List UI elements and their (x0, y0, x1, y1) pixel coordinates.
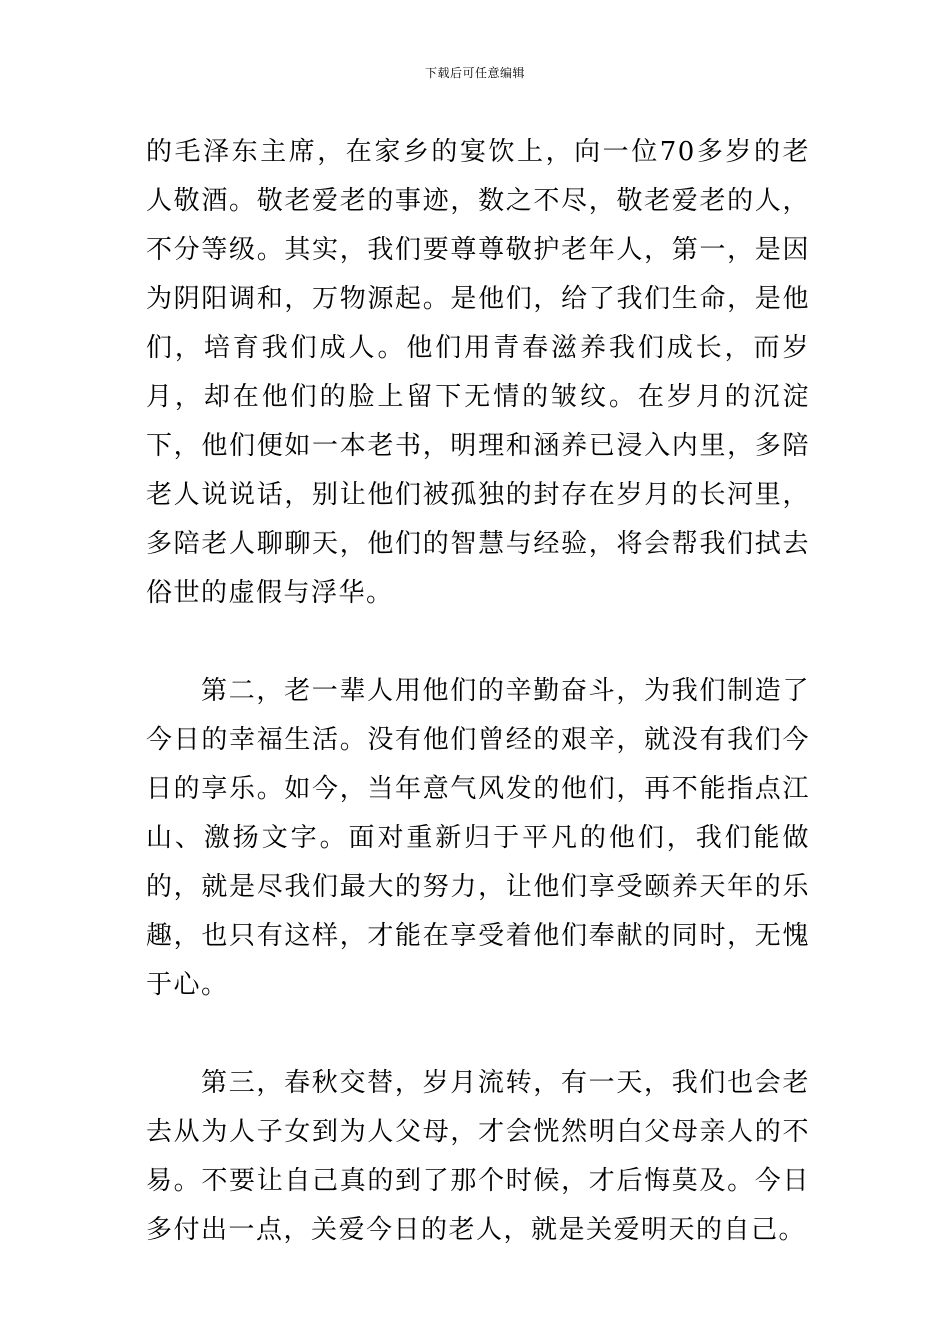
page-header: 下载后可任意编辑 (424, 66, 525, 80)
paragraph-2: 第二，老一辈人用他们的辛勤奋斗，为我们制造了今日的幸福生活。没有他们曾经的艰辛，就没有我们今日的享乐。如今，当年意气风发的他们，再不能指点江山、激扬文字。面对重新归于平凡的他们，我们能做的，就是尽我们最大的努力，让他们享受颐养天年的乐趣，也只有这样，才能在享受着他们奉献的同时，无愧于心。 (146, 676, 810, 1000)
paragraph-gap (146, 618, 810, 667)
paragraph-3: 第三，春秋交替，岁月流转，有一天，我们也会老去从为人子女到为人父母，才会恍然明白父母亲人的不易。不要让自己真的到了那个时候，才后悔莫及。今日多付出一点，关爱今日的老人，就是关爱明天的自己。 (146, 1068, 810, 1245)
document-body (146, 128, 810, 1255)
paragraph-gap (146, 1010, 810, 1059)
paragraph-1: 的毛泽东主席，在家乡的宴饮上，向一位70多岁的老人敬酒。敬老爱老的事迹，数之不尽，敬老爱老的人，不分等级。其实，我们要尊尊敬护老年人，第一，是因为阴阳调和，万物源起。是他们，给了我们生命，是他们，培育我们成人。他们用青春滋养我们成长，而岁月，却在他们的脸上留下无情的皱纹。在岁月的沉淀下，他们便如一本老书，明理和涵养已浸入内里，多陪老人说说话，别让他们被孤独的封存在岁月的长河里，多陪老人聊聊天，他们的智慧与经验，将会帮我们拭去俗世的虚假与浮华。 (146, 137, 810, 608)
